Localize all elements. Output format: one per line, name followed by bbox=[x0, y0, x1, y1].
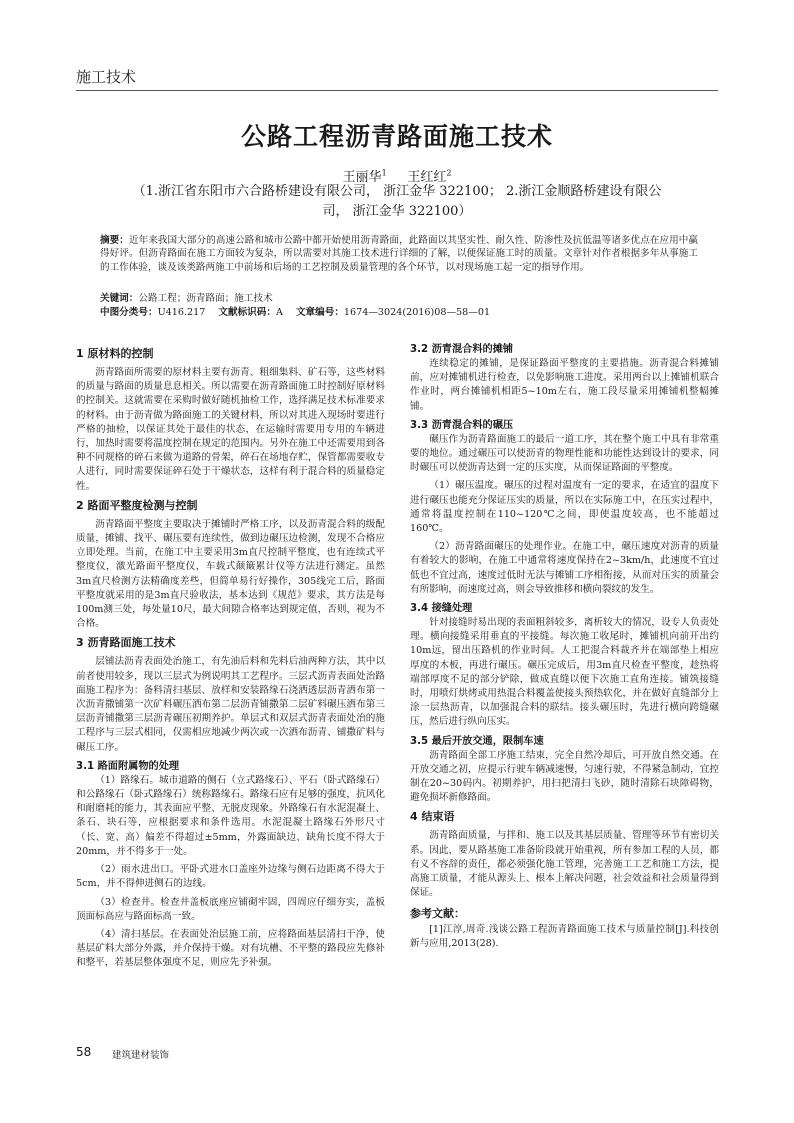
subsection-heading: 3.3 沥青混合料的碾压 bbox=[410, 419, 514, 431]
section-heading: 1 原材料的控制 bbox=[76, 347, 154, 360]
abstract-label: 摘要： bbox=[100, 235, 129, 246]
paragraph: 沥青路面全部工序施工结束，完全自然冷却后，可开放自然交通。在开放交通之初，应提示行驶车辆减速慢，匀速行驶，不得紧急制动，宜控制在20~30码内。初期养护，用扫把清扫飞砂，随时清除石块障碍物，避免损坏新修路面。 bbox=[410, 749, 719, 804]
doc-code-label: 文献标识码： bbox=[218, 307, 276, 318]
author-1: 王丽华 bbox=[342, 170, 382, 185]
author-2: 王红红 bbox=[407, 170, 447, 185]
paragraph: 层铺法沥青表面处治施工，有先油后料和先料后油两种方法，其中以前者使用较多，现以三层式为例说明其工艺程序。三层式沥青表面处治路面施工程序为：备料清扫基层、放样和安装路缘石浇洒透层沥青洒布第一次沥青撒铺第一次矿料碾压洒布第二层沥青铺撒第二层矿料碾压洒布第三层沥青铺撒第三层沥青碾压初期养护。单层式和双层式沥青表面处治的施工程序与三层式相同，仅需相应地减少两次或一次洒布沥青、铺撒矿料与碾压工序。 bbox=[76, 656, 385, 753]
doc-code-value: A bbox=[275, 307, 283, 318]
references-heading: 参考文献： bbox=[410, 906, 465, 920]
left-column bbox=[76, 342, 385, 975]
paragraph: 针对接缝时易出现的表面粗斜较多，离析较大的情况，设专人负责处理。横向接缝采用垂直的平接缝。每次施工收尾时，摊铺机向前开出约10m远，留出压路机的作业时间。人工把混合料裁齐并在端部垫上相应厚度的木板，再进行碾压。碾压完成后，用3m直尺检查平整度，趁热将端部厚度不足的部分铲除，做成直缝以便下次施工直角连接。铺筑接缝时，用喷灯烘烤或用热混合料覆盖使接头预热软化，并在做好直缝部分上涂一层热沥青，以加强混合料的联结。接头碾压时，先进行横向跨缝碾压，然后进行纵向压实。 bbox=[410, 617, 719, 728]
affiliations: （1.浙江省东阳市六合路桥建设有限公司， 浙江金华 322100； 2.浙江金顺路桥建设有限公司， 浙江金华 322100） bbox=[132, 184, 662, 219]
article-no-label: 文章编号： bbox=[295, 307, 344, 318]
section-heading: 4 结束语 bbox=[410, 810, 455, 824]
subsection-heading: 3.4 接缝处理 bbox=[410, 603, 473, 615]
subsection-heading: 3.5 最后开放交通，限制车速 bbox=[410, 735, 544, 747]
paragraph: （3）检查井。检查井盖板底座应铺砌牢固，四周应仔细夯实，盖板顶面标高应与路面标高一致。 bbox=[76, 896, 385, 922]
clc-label: 中图分类号： bbox=[100, 307, 158, 318]
keywords-text: 公路工程；沥青路面；施工技术 bbox=[138, 293, 273, 304]
section-heading: 2 路面平整度检测与控制 bbox=[76, 498, 198, 512]
article-no-value: 1674—3024(2016)08—58—01 bbox=[343, 307, 491, 318]
paragraph: （4）清扫基层。在表面处治层施工前，应将路面基层清扫干净，使基层矿料大部分外露，并介保持干燥。对有坑槽、不平整的路段应先修补和整平，若基层整体强度不足，则应先予补强。 bbox=[76, 928, 385, 969]
reference-item: [1]江淳,周奇.浅谈公路工程沥青路面施工技术与质量控制[J].科技创新与应用,2013(28). bbox=[410, 923, 719, 949]
subsection-heading: 3.2 沥青混合料的摊铺 bbox=[410, 344, 514, 355]
paragraph: 沥青路面质量，与拌和、施工以及其基层质量、管理等环节有密切关系。因此，要从路基施工准备阶段就开始重视，所有参加工程的人员，都有义不容辞的责任，都必须强化施工管理，完善施工工艺和施工方法，提高施工质量，才能从源头上、根本上解决问题，社会效益和社会质量得到保证。 bbox=[410, 830, 719, 899]
abstract bbox=[100, 234, 698, 274]
clc-value: U416.217 bbox=[157, 307, 206, 318]
subsection-heading: 3.1 路面附属物的处理 bbox=[76, 760, 180, 772]
author-2-mark: 2 bbox=[446, 168, 452, 178]
paragraph: （2）沥青路面碾压的处理作业。在施工中，碾压速度对沥青的质量有着较大的影响，在施工中通常将速度保持在2~3km/h，此速度不宜过低也不宜过高，速度过低时无法与摊铺工序相衔接，从而对压实的质量会有所影响，而速度过高，则会导致推移和横向裂纹的发生。 bbox=[410, 541, 719, 595]
right-column bbox=[410, 342, 719, 951]
paragraph: 碾压作为沥青路面施工的最后一道工序，其在整个施工中具有非常重要的地位。通过碾压可以使沥青的物理性能和功能性达到设计的要求，同时碾压可以使沥青达到一定的压实度，从而保证路面的平整度。 bbox=[410, 433, 719, 474]
classification bbox=[100, 306, 698, 320]
paragraph: 连续稳定的摊铺，是保证路面平整度的主要措施。沥青混合料摊铺前，应对摊铺机进行检查，以免影响施工进度。采用两台以上摊铺机联合作业时，两台摊铺机相距5~10m左右，施工段尽量采用摊铺机整幅摊铺。 bbox=[410, 358, 719, 412]
header-rule bbox=[76, 90, 718, 91]
section-heading: 3 沥青路面施工技术 bbox=[76, 636, 176, 650]
paragraph: 沥青路面所需要的原材料主要有沥青、粗细集料、矿石等，这些材料的质量与路面的质量息息相关。所以需要在沥青路面施工时控制好原材料的控制关。这就需要在采购时做好随机抽检工作，选择满足技术标准要求的材料。由于沥青做为路面施工的关键材料，所以对其进入现场时要进行严格的抽检，以保证其处于最佳的状态，在运输时需要用专用的车辆进行，加热时需要将温度控制在规定的范围内。另外在施工中还需要用到各种不同规格的碎石来做为道路的骨架，碎石在场地存贮，保管都需要收专人进行，同时需要保证碎石处于干燥状态，这样有利于混合料的质量稳定性。 bbox=[76, 367, 385, 492]
journal-name: 建筑建材装饰 bbox=[112, 1050, 170, 1061]
author-1-mark: 1 bbox=[381, 168, 387, 178]
paragraph: （1）路缘石。城市道路的侧石（立式路缘石）、平石（卧式路缘石）和公路缘石（卧式路缘石）统称路缘石。路缘石应有足够的强度，抗风化和耐磨耗的能力，其表面应平整、无脱皮现象。外路缘石有水泥混凝土、条石、块石等，应根据要求和条件选用。水泥混凝土路缘石外形尺寸（长、宽、高）偏差不得超过±5mm，外露面缺边、缺角长度不得大于20mm，并不得多于一处。 bbox=[76, 774, 385, 857]
page-number: 58 bbox=[76, 1045, 92, 1059]
section-label: 施工技术 bbox=[76, 68, 137, 86]
article-title: 公路工程沥青路面施工技术 bbox=[240, 122, 553, 151]
paragraph: （2）雨水进出口。平卧式进水口盖座外边缘与侧石边距离不得大于5cm，并不得伸进侧石的边线。 bbox=[76, 864, 385, 890]
keywords-label: 关键词： bbox=[100, 293, 139, 304]
keywords bbox=[100, 292, 698, 306]
paragraph: （1）碾压温度。碾压的过程对温度有一定的要求，在适宜的温度下进行碾压也能充分保证压实的质量，所以在实际施工中，在压实过程中，通常将温度控制在110~120℃之间，即使温度较高，也不能超过160℃。 bbox=[410, 480, 719, 535]
abstract-text: 近年来我国大部分的高速公路和城市公路中都开始使用沥青路面，此路面以其坚实性、耐久性、防渗性及抗低温等诸多优点在应用中赢得好评。但沥青路面在施工方面较为复杂，所以需要对其施工技术进行详细的了解，以便保证施工时的质量。文章针对作者根据多年从事施工的工作体验，谈及该类路两施工中前场和后场的工艺控制及质量管理的各个环节，以对现场施工起一定的指导作用。 bbox=[100, 235, 699, 273]
paragraph: 沥青路面平整度主要取决于摊铺时严格工序，以及沥青混合料的级配质量，摊铺、找平、碾压要有连续性，做到边碾压边检测，发现不合格应立即处理。当前，在施工中主要采用3m直尺控制平整度，也有连续式平整度仪，激光路面平整度仪，车载式颠簸累计仪等方法进行测定。虽然3m直尺检测方法精确度差些，但简单易行好操作，305线完工后，路面平整度就采用的是3m直尺验收法，基本达到《规范》要求，其方法是每100m测三处，每处量10尺，最大间隙合格率达到规定值，否则，视为不合格。 bbox=[76, 518, 385, 630]
